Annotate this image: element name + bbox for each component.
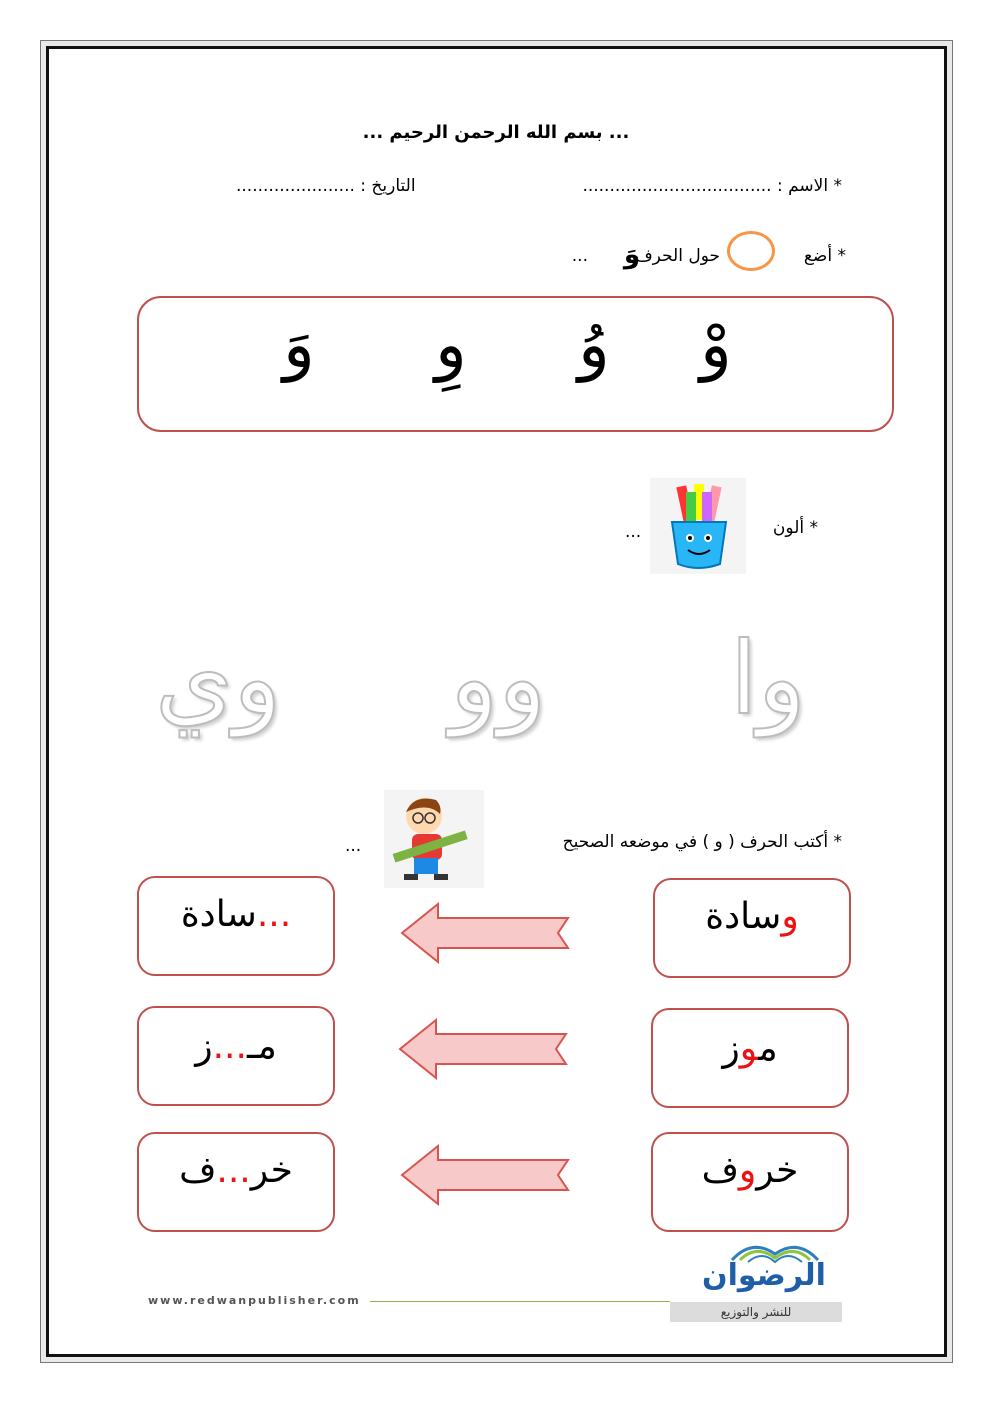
footer-line (370, 1301, 670, 1302)
model-word-2: موز (722, 1028, 778, 1069)
q3-dots: ... (345, 836, 362, 856)
answer-word-1[interactable]: ...سادة (180, 894, 292, 935)
model-word-3: خروف (701, 1150, 799, 1191)
crayons-icon (650, 478, 746, 574)
q3-label: * أكتب الحرف ( و ) في موضعه الصحيح (562, 832, 842, 852)
arrow-left-icon (400, 1144, 572, 1206)
publisher-url[interactable]: www.redwanpublisher.com (148, 1294, 361, 1307)
arrow-left-icon (398, 1018, 570, 1080)
page-title: ... بسم الله الرحمن الرحيم ... (362, 122, 630, 143)
q1-instruction (556, 240, 846, 276)
q2-label: * ألون (772, 518, 818, 538)
answer-word-2[interactable]: مـ...ز (195, 1026, 277, 1067)
letter-sukun[interactable]: وْ (700, 306, 732, 383)
q2-dots: ... (625, 522, 642, 542)
q1-letter: وَ (623, 240, 640, 270)
outline-word-wi[interactable]: وي (155, 620, 282, 737)
answer-word-3[interactable]: خر...ف (179, 1150, 293, 1191)
outline-word-wa[interactable]: وا (730, 620, 807, 737)
outline-word-wo[interactable]: وو (450, 620, 547, 737)
boy-writing-icon (384, 790, 484, 888)
name-field-line[interactable]: * الاسم : ................................... (582, 176, 842, 196)
publisher-logo-sub: للنشر والتوزيع (670, 1302, 842, 1322)
letter-fatha[interactable]: وَ (283, 306, 315, 383)
letters-box (137, 296, 894, 432)
letter-kasra[interactable]: وِ (435, 306, 467, 383)
q1-prefix: * أضع (803, 246, 846, 266)
q1-suffix: ... (571, 246, 588, 266)
q1-middle: حول الحرف (635, 246, 720, 266)
arrow-left-icon (400, 902, 572, 964)
date-field-line[interactable]: التاريخ : ...................... (236, 176, 416, 196)
circle-icon (727, 231, 775, 271)
publisher-logo-text: الرضوان (702, 1258, 826, 1293)
letter-damma[interactable]: وُ (578, 306, 610, 383)
model-word-1: وسادة (705, 896, 799, 937)
